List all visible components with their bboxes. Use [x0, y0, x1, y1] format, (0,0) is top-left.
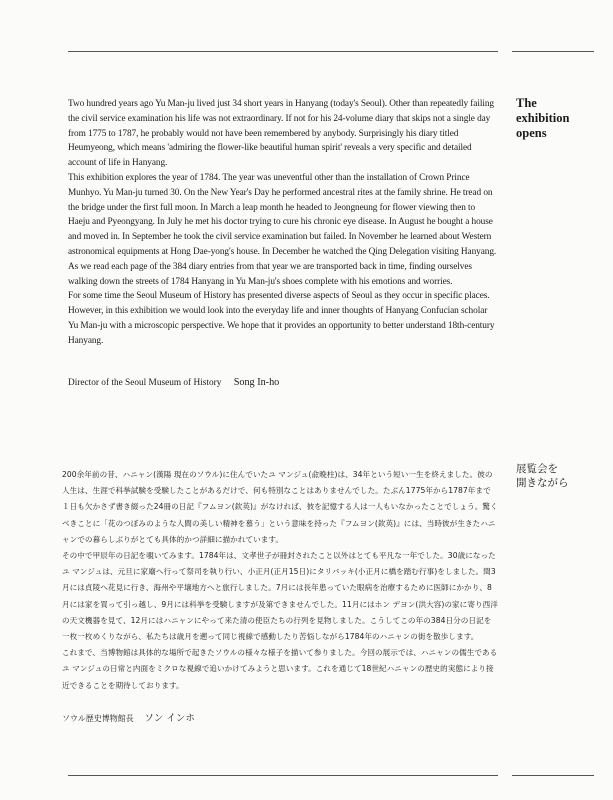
japanese-section-heading [516, 462, 598, 490]
english-paragraph-3: For some time the Seoul Museum of History has presented diverse aspects of Seoul as they occur in specific places. However, in this exhibition we would look into the everyday life and inner thoughts of Hanyang Confucian scholar Yu Man-ju with a microscopic perspective. We hope that it provides an opportunity to better understand 18th-century Hanyang. [68, 291, 495, 346]
heading-line: The [516, 96, 537, 110]
english-section-heading [516, 96, 596, 141]
top-rule-left [68, 51, 498, 52]
japanese-signature [62, 710, 492, 724]
director-title-jp: ソウル歴史博物館長 [62, 714, 134, 723]
english-signature [68, 377, 498, 388]
english-body [68, 97, 498, 349]
english-paragraph-1: Two hundred years ago Yu Man-ju lived just 34 short years in Hanyang (today's Seoul). Other than repeatedly failing the civil service examination his life was not extraordinary. If not for his 24-volume diary that skips not a single day from 1775 to 1787, he probably would not have been remembered by anybody. Surprisingly his diary titled Heumyeong, which means 'admiring the flower-like beautiful human spirit' reveals a very specific and detailed account of life in Hanyang. [68, 99, 495, 169]
top-rule-right [512, 51, 594, 52]
japanese-paragraph-1: 200余年前の昔、ハニャン(漢陽 現在のソウル)に住んでいたユ マンジュ(兪晩柱)は、34年という短い一生を終えました。彼の人生は、生涯で科挙試験を受験したことがあるだけで、何も特別なことはありませんでした。たぶん1775年から1787年まで１日も欠かさず書き綴った24冊の日記『フムヨン(欽英)』がなければ、彼を記憶する人は一人もいなかったことでしょう。驚くべきことに「花のつぼみのような人間の美しい精神を慕う」という意味を持った『フムヨン(欽英)』には、当時彼が生きたハニャンでの暮らしぶりがとても具体的かつ詳細に描かれています。 [62, 470, 498, 544]
heading-line: 開きながら [516, 477, 569, 489]
bottom-rule-left [68, 775, 498, 776]
director-name: Song In-ho [233, 377, 280, 388]
heading-line: 展覧会を [516, 463, 558, 475]
english-paragraph-2: This exhibition explores the year of 1784. The year was uneventful other than the installation of Crown Prince Munhyo. Yu Man-ju turned 30. On the New Year's Day he performed ancestral rites at the family shrine. He tread on the bridge under the first full moon. In March a leap month he headed to Jeongneung for flower viewing then to Haeju and Pyeongyang. In July he met his doctor trying to cure his chronic eye disease. In August he bought a house and moved in. In September he took the civil service examination but failed. In November he learned about Western astronomical equipments at Hong Dae-yong's house. In December he watched the Qing Delegation visiting Hanyang. As we read each page of the 384 diary entries from that year we are transported back in time, finding ourselves walking down the streets of 1784 Hanyang in Yu Man-ju's shoes complete with his emotions and worries. [68, 172, 497, 287]
heading-line: exhibition [516, 111, 570, 125]
bottom-rule-right [512, 775, 594, 776]
director-name-jp: ソン インホ [144, 713, 195, 724]
japanese-body [62, 467, 498, 694]
japanese-paragraph-3: これまで、当博物館は具体的な場所で起きたソウルの様々な様子を描いて参りました。今回の展示では、ハニャンの儒生であるユ マンジュの日常と内面をミクロな視線で追いかけてみようと思います。これを通じて18世紀ハニャンの歴史的実態により接近できることを期待しております。 [62, 648, 498, 690]
director-title: Director of the Seoul Museum of History [68, 378, 222, 388]
heading-line: opens [516, 126, 547, 140]
japanese-paragraph-2: その中で甲辰年の日記を覗いてみます。1784年は、文孝世子が冊封されたこと以外はとても平凡な一年でした。30歳になったユ マンジュは、元旦に家廟へ行って祭司を執り行い、小正月(正月15日)にタリバッキ(小正月に橋を踏む行事)をしました。閏3月には貞陵へ花見に行き、海州や平壌地方へと旅行しました。7月には長年患っていた眼病を治療するために医師にかかり、8月には家を買って引っ越し、9月には科挙を受験しますが及第できませんでした。11月にはホン デヨン(洪大容)の家に寄り西洋の天文機器を見て、12月にはハニャンにやって来た清の使臣たちの行列を見物しました。こうしてこの年の384日分の日記を一枚一枚めくりながら、私たちは歳月を遡って同じ視線で感動したり苦悩しながら1784年のハニャンの街を散歩します。 [62, 551, 498, 642]
